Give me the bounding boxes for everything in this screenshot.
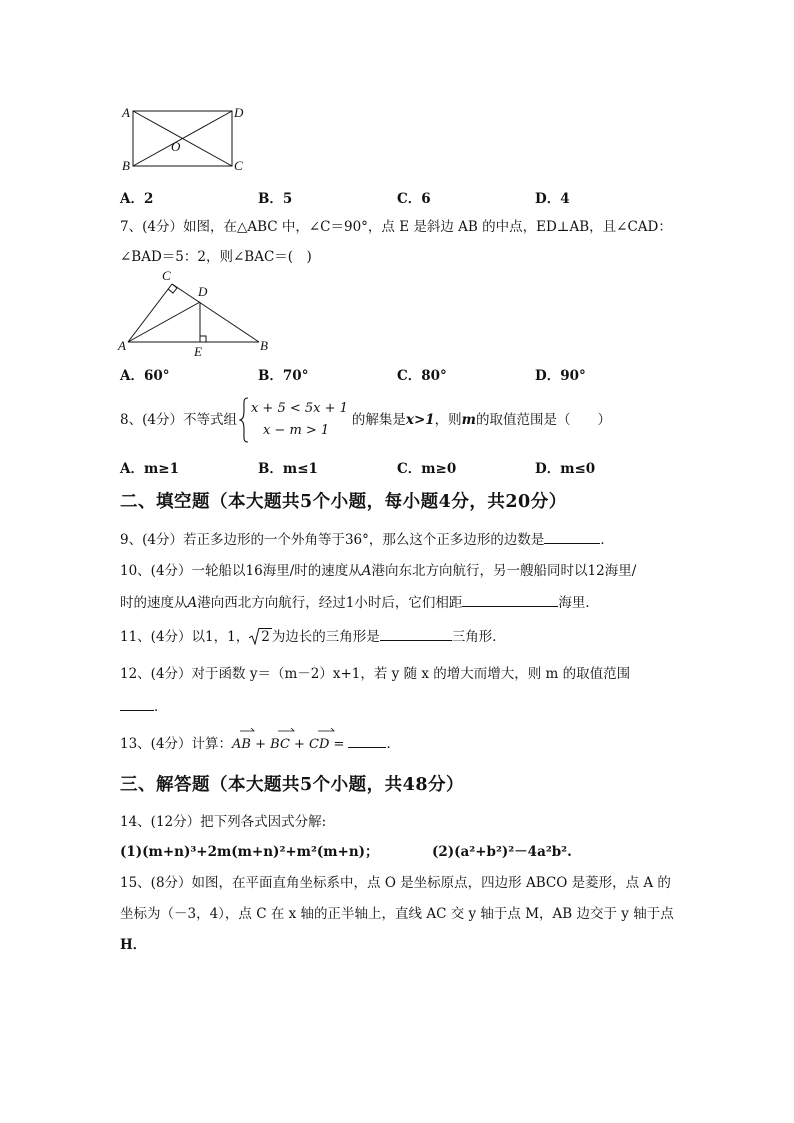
q7-line2: ∠BAD＝5：2，则∠BAC＝( )	[120, 249, 312, 265]
q9-end: ．	[600, 532, 614, 548]
radicand: 2	[261, 629, 270, 645]
answer-blank[interactable]	[348, 733, 386, 748]
q8-line	[120, 395, 611, 445]
q15-line1: 15、(8分）如图，在平面直角坐标系中，点 O 是坐标原点，四边形 ABCO 是菱形，点 A 的	[120, 875, 671, 891]
section-2-heading: 二、填空题（本大题共5个小题，每小题4分，共20分）	[120, 492, 567, 512]
q10-line2-b: 港向西北方向航行，经过1小时后，它们相距	[197, 595, 463, 611]
q12-end: ．	[154, 699, 168, 715]
q8-suffix-b: ，则	[434, 412, 462, 428]
rectangle-figure	[116, 100, 246, 176]
q12-line1: 12、(4分）对于函数 y＝（m－2）x+1，若 y 随 x 的增大而增大，则 m 的取值范围	[120, 666, 631, 682]
label-O: O	[171, 139, 181, 154]
q8-option-a: A．m≥1	[120, 461, 179, 477]
label-A: A	[118, 338, 126, 353]
q7-option-c: C．80°	[397, 368, 447, 384]
q14-line1: 14、(12分）把下列各式因式分解:	[120, 814, 327, 830]
answer-blank[interactable]	[380, 626, 452, 641]
q7-option-b: B．70°	[258, 368, 309, 384]
q9-text: 9、(4分）若正多边形的一个外角等于36°，那么这个正多边形的边数是	[120, 532, 545, 548]
q8-suffix-c: 的取值范围是（ ）	[475, 412, 611, 428]
sqrt-expression	[249, 627, 272, 647]
q6-option-b: B．5	[258, 191, 293, 207]
q9-line	[120, 529, 614, 550]
q8-option-d: D．m≤0	[535, 461, 596, 477]
q15-line3: H．	[120, 937, 147, 953]
label-A: A	[122, 105, 130, 120]
inequality-row-1: x + 5 < 5x + 1	[250, 401, 348, 416]
label-C: C	[162, 268, 171, 283]
q8-option-b: B．m≤1	[258, 461, 318, 477]
brace-icon	[239, 397, 249, 443]
label-B: B	[122, 158, 130, 173]
q10-port: A	[361, 563, 372, 579]
vector-arrow-marks	[238, 725, 338, 735]
q12-line2	[120, 696, 168, 717]
inequality-row-2: x − m > 1	[262, 423, 330, 438]
q7-option-a: A．60°	[120, 368, 170, 384]
q11-c: 三角形．	[451, 629, 506, 645]
q7-option-d: D．90°	[535, 368, 586, 384]
section-3-heading: 三、解答题（本大题共5个小题，共48分）	[120, 775, 465, 795]
q6-option-c: C．6	[397, 191, 431, 207]
answer-blank[interactable]	[462, 592, 558, 607]
q13-end: ．	[386, 736, 400, 752]
q8-condition: x>1	[405, 412, 435, 428]
label-C: C	[234, 158, 243, 173]
label-D: D	[234, 105, 244, 120]
q8-option-c: C．m≥0	[397, 461, 457, 477]
q14-part1: (1)(m+n)³+2m(m+n)²+m²(m+n)；	[120, 844, 379, 860]
q10-line1-a: 10、(4分）一轮船以16海里/时的速度从	[120, 563, 362, 579]
q8-var: m	[461, 412, 476, 428]
q13-line	[120, 733, 400, 755]
inequality-system	[251, 398, 348, 442]
q10-line1-b: 港向东北方向航行，另一艘船同时以12海里/	[371, 563, 637, 579]
q10-line2-a: 时的速度从	[120, 595, 188, 611]
label-D: D	[198, 284, 208, 299]
label-E: E	[194, 344, 202, 359]
q11-line	[120, 626, 506, 647]
triangle-figure	[116, 268, 276, 360]
answer-blank[interactable]	[544, 529, 600, 544]
label-B: B	[260, 338, 268, 353]
q11-a: 11、(4分）以1，1，	[120, 629, 250, 645]
vector-expression: AB + BC + CD =	[232, 737, 345, 752]
radical-icon	[249, 627, 260, 645]
q10-port: A	[187, 595, 198, 611]
q6-option-a: A．2	[120, 191, 154, 207]
q10-line2-c: 海里．	[558, 595, 599, 611]
q6-option-d: D．4	[535, 191, 570, 207]
q8-suffix-a: 的解集是	[351, 412, 406, 428]
q10-line2	[120, 592, 599, 613]
q15-line2: 坐标为（－3，4），点 C 在 x 轴的正半轴上，直线 AC 交 y 轴于点 M，AB 边交于 y 轴于点	[120, 906, 674, 922]
q10-line1	[120, 561, 636, 581]
answer-blank[interactable]	[120, 696, 154, 711]
q11-b: 为边长的三角形是	[271, 629, 380, 645]
q14-part2: (2)(a²+b²)²－4a²b².	[432, 844, 572, 860]
q7-line1: 7、(4分）如图，在△ABC 中，∠C＝90°，点 E 是斜边 AB 的中点，ED⊥AB，且∠CAD：	[120, 219, 672, 235]
q8-prefix: 8、(4分）不等式组	[120, 412, 237, 428]
q13-a: 13、(4分）计算：	[120, 736, 233, 752]
